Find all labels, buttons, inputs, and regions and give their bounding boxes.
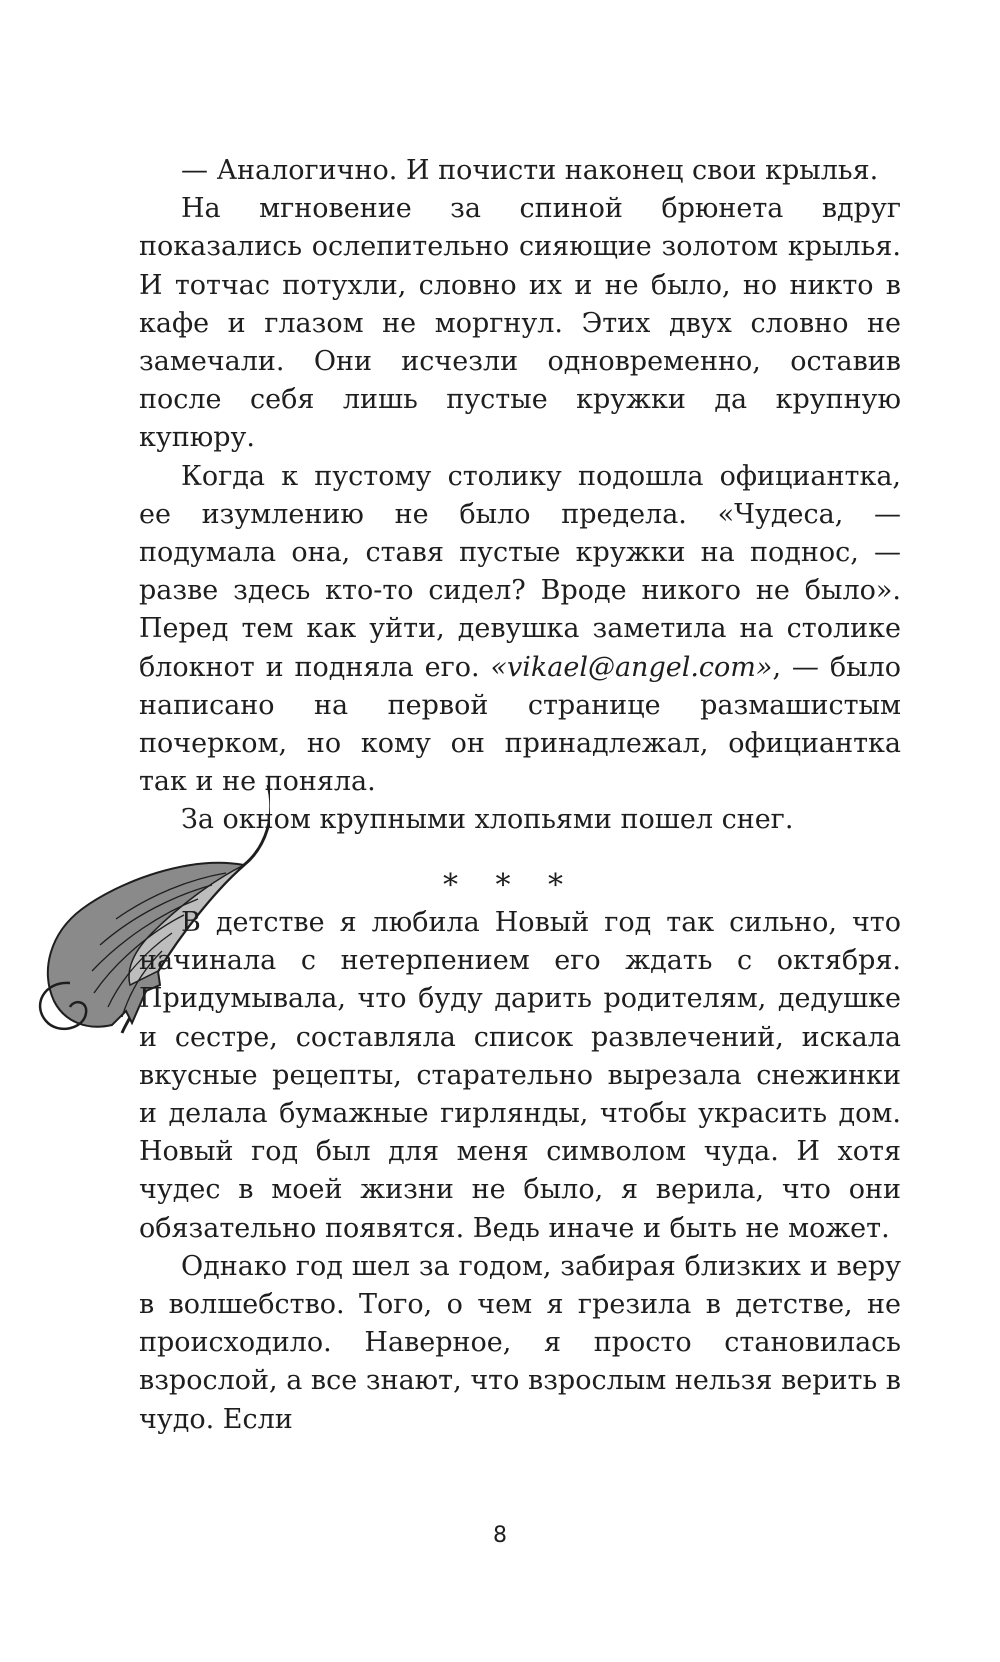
paragraph: — Аналогично. И почисти наконец свои крылья. [181, 155, 879, 186]
paragraph: В детстве я любила Новый год так сильно, что начинала с нетерпением его ждать с октября. Придумывала, что буду дарить родителям, дедушке и сестре, составляла список развлечений, искала вкусные рецепты, старательно вырезала снежинки и делала бумажные гирлянды, чтобы украсить дом. Новый год был для меня символом чуда. И хотя чудес в моей жизни не было, я верила, что они обязательно появятся. Ведь иначе и быть не может. [139, 907, 901, 1244]
text-block-bottom [139, 904, 901, 1439]
paragraph: На мгновение за спиной брюнета вдруг показались ослепительно сияющие золотом крылья. И тотчас потухли, словно их и не было, но никто в кафе и глазом не моргнул. Этих двух словно не замечали. Они исчезли одновременно, оставив после себя лишь пустые кружки да крупную купюру. [139, 193, 901, 454]
text-block-top [139, 152, 901, 840]
paragraph: За окном крупными хлопьями пошел снег. [181, 804, 794, 836]
email-text: «vikael@angel.com» [490, 651, 773, 683]
section-separator: * * * [442, 868, 578, 903]
paragraph-waitress [139, 458, 901, 802]
paragraph-text: Когда к пустому столику подошла официантка, ее изумлению не было предела. «Чудеса, — подумала она, ставя пустые кружки на поднос, — разве здесь кто-то сидел? Вроде никого не было». Перед тем как уйти, девушка заметила на столике блокнот и подняла его. [139, 460, 901, 683]
page-number: 8 [493, 1523, 507, 1548]
paragraph: Однако год шел за годом, забирая близких и веру в волшебство. Того, о чем я грезила в детстве, не происходило. Наверное, я просто становилась взрослой, а все знают, что взрослым нельзя верить в чудо. Если [139, 1250, 901, 1435]
paragraph-text: , — было написано на первой странице размашистым почерком, но кому он принадлежал, официантка так и не поняла. [139, 651, 901, 798]
